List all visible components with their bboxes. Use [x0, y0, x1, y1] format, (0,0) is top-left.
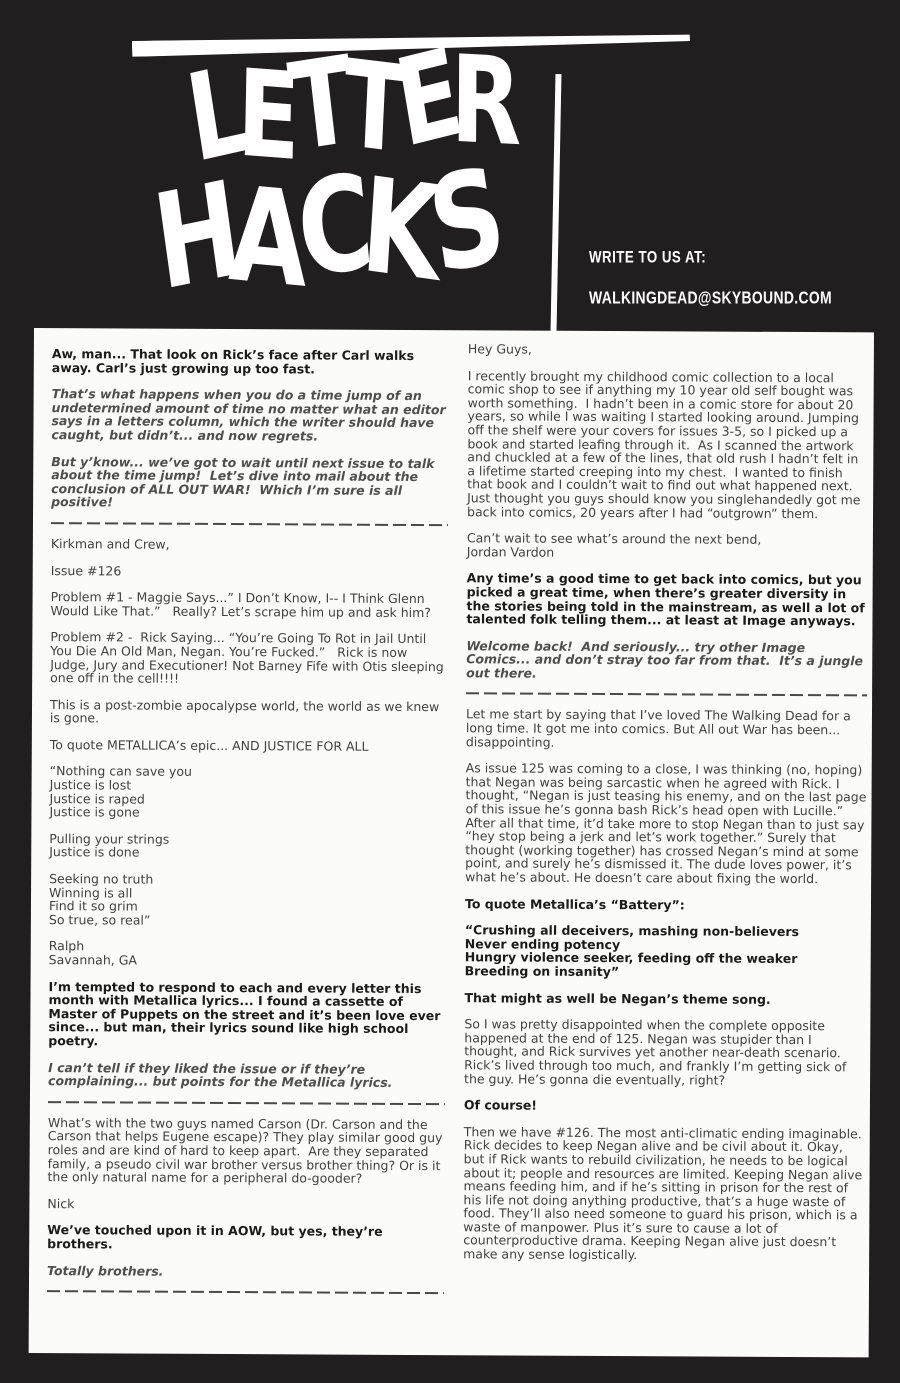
letters-page-sheet: [29, 328, 874, 1357]
paragraph: Nick: [47, 1195, 75, 1211]
paragraph: I can’t tell if they liked the issue or if they’re complaining... but points for the Metallica lyrics.: [48, 1059, 393, 1091]
divider: [51, 522, 448, 526]
paragraph: We’ve touched upon it in AOW, but yes, they’re brothers.: [47, 1222, 387, 1252]
email-address: WALKINGDEAD@SKYBOUND.COM: [589, 288, 832, 308]
paragraph: So I was pretty disappointed when the complete opposite happened at the end of 125. Negan was stupider than I thought, and Rick survives yet another near-death scenario. Rick’s lived through too much, and frankly I’m getting sick of the guy. He’s gonna die eventually, right?: [464, 1016, 851, 1088]
paragraph: Then we have #126. The most anti-climatic ending imaginable. Rick decides to keep Negan alive and be civil about it. Okay, but if Rick wants to rebuild civilization, he needs to be logical about it; people and resources are limited. Keeping Negan alive means feeding him, and if he’s sitting in prison for the rest of his life not doing anything productive, that’s a huge waste of food. They’ll also need someone to guard his prison, which is a waste of manpower. Plus it’s sure to cause a lot of counterproductive drama. Keeping Negan alive just doesn’t make any sense logistically.: [463, 1123, 867, 1263]
paragraph: Of course!: [463, 1097, 538, 1113]
paragraph: As issue 125 was coming to a close, I was thinking (no, hoping) that Negan was being sarcastic when he agreed with Rick. I thought, “Negan is just teasing his enemy, and on the last page of this issue he’s gonna bash Rick’s head open with Lucille.” After all that time, it’d take more to stop Negan than to just say “hey stop being a jerk and let’s work together.” Surely that thought (working together) has crossed Negan’s mind at some point, and surely he’s dismissed it. The dude loves power, it’s what he’s about. He doesn’t care about fixing the world.: [465, 760, 871, 887]
logo-word-hacks: HACKS: [145, 139, 505, 320]
paragraph: I’m tempted to respond to each and every letter this month with Metallica lyrics... I found a cassette of Master of Puppets on the street and it’s been love ever since... but man, their lyrics sound like high school poetry.: [48, 978, 445, 1049]
paragraph: Totally brothers.: [47, 1262, 164, 1279]
left-column: [47, 347, 449, 1307]
paragraph: What’s with the two guys named Carson (Dr. Carson and the Carson that helps Eugene escape)? They play similar good guy roles and are kind of hard to keep apart. Are they separated family, a pseudo civil war brother versus brother thing? Or is it the only natural name for a peripheral do-gooder?: [47, 1114, 447, 1186]
paragraph: Seeking no truth Winning is all Find it so grim So true, so real”: [48, 871, 154, 928]
paragraph: That’s what happens when you do a time jump of an undetermined amount of time no matter what an editor says in a letters column, which the writer should have caught, but didn’t... and now regrets.: [51, 386, 451, 444]
paragraph: Ralph Savannah, GA: [48, 938, 137, 968]
paragraph: I recently brought my childhood comic collection to a local comic shop to see if anything my 10 year old self bought was worth something. I hadn’t been in a comic store for about 20 years, so while I was waiting I started looking around. Jumping off the shelf were your covers for issues 3-5, so I picked up a book and started leafing through it. As I scanned the artwork and chuckled at a few of the lines, that old rush I hadn’t felt in a lifetime started creeping into my chest. I wanted to finish that book and I couldn’t wait to find out what happened next. Just thought you guys should know you singlehandedly got me back into comics, 20 years after I had “outgrown” them.: [467, 367, 865, 521]
paragraph: To quote METALLICA’s epic... AND JUSTICE FOR ALL: [49, 736, 369, 754]
divider: [47, 1290, 444, 1294]
paragraph: Problem #1 - Maggie Says...” I Don’t Know, I-- I Think Glenn Would Like That.” Really? Let’s scrape him up and ask him?: [50, 589, 431, 620]
letter-hacks-logo: [145, 23, 580, 338]
divider: [48, 1101, 445, 1105]
paragraph: That might as well be Negan’s theme song.: [464, 989, 771, 1007]
logo-word-letter: LETTER: [178, 23, 513, 190]
divider: [466, 693, 867, 697]
paragraph: Welcome back! And seriously... try other Image Comics... and don’t stray too far from that. It’s a jungle out there.: [466, 637, 868, 681]
right-column: [463, 342, 869, 1276]
paragraph: Let me start by saying that I’ve loved The Walking Dead for a long time. It got me into comics. But All out War has been... disappointing.: [465, 706, 855, 750]
paragraph: Can’t wait to see what’s around the next bend, Jordan Vardon: [466, 530, 762, 560]
paragraph: Aw, man... That look on Rick’s face after Carl walks away. Carl’s just growing up too fast.: [51, 346, 419, 377]
paragraph: Hey Guys,: [467, 341, 532, 357]
paragraph: Problem #2 - Rick Saying... “You’re Going To Rot in Jail Until You Die An Old Man, Negan. You’re Fucked.” Rick is now Judge, Jury and Executioner! Not Barney Fife with Otis sleeping one off in the cell!!!!: [50, 629, 448, 686]
paragraph: Kirkman and Crew,: [50, 536, 170, 552]
paragraph: Issue #126: [50, 562, 122, 578]
paragraph: Pulling your strings Justice is done: [49, 830, 170, 860]
paragraph: “Crushing all deceivers, mashing non-believers Never ending potency Hungry violence seeker, feeding off the weaker Breeding on insanity”: [464, 922, 800, 980]
paragraph: But y’know... we’ve got to wait until next issue to talk about the time jump! Let’s dive into mail about the conclusion of ALL OUT WAR! Which I’m sure is all positive!: [51, 453, 439, 510]
write-to-us-label: WRITE TO US AT:: [589, 249, 707, 267]
paragraph: “Nothing can save you Justice is lost Justice is raped Justice is gone: [49, 763, 192, 820]
paragraph: This is a post-zombie apocalypse world, the world as we knew is gone.: [49, 696, 444, 726]
paragraph: To quote Metallica’s “Battery”:: [464, 895, 685, 913]
paragraph: Any time’s a good time to get back into comics, but you picked a great time, when there’s greater diversity in the stories being told in the mainstream, as well a lot of talented folk telling them... at least at Image anyways.: [466, 570, 870, 629]
